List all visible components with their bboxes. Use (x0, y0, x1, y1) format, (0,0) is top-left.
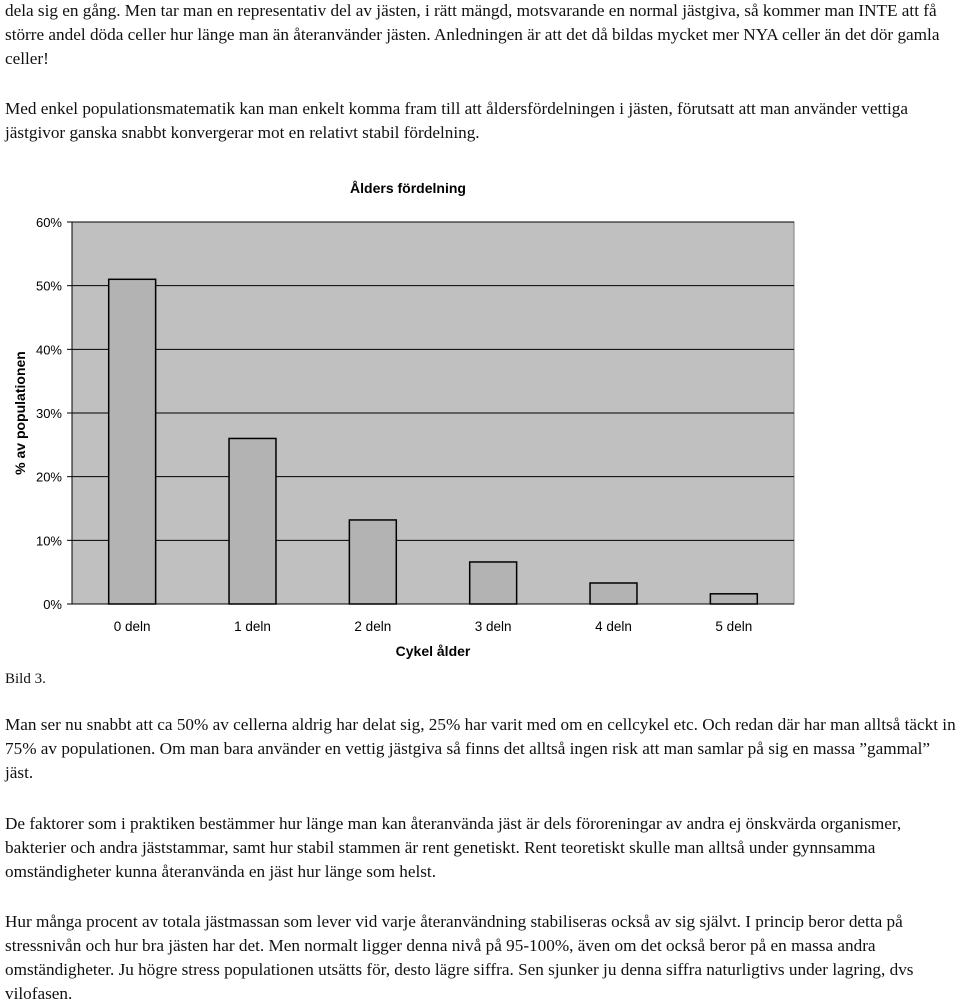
age-distribution-chart (0, 172, 960, 667)
figure-caption: Bild 3. (5, 671, 46, 687)
y-tick-label: 20% (35, 469, 62, 485)
y-tick-label: 50% (35, 278, 62, 294)
paragraph-observation: Man ser nu snabbt att ca 50% av cellerna aldrig har delat sig, 25% har varit med om en cellcykel etc. Och redan där har man alltså täckt in 75% av populationen. Om man bara använder en vettig jästgiva så finns det alltså ingen risk att man samlar på sig en massa ”gammal” jäst. (5, 715, 956, 782)
bar-5-deln (710, 594, 757, 604)
paragraph-intro: dela sig en gång. Men tar man en representativ del av jästen, i rätt mängd, motsvarande en normal jästgiva, så kommer man INTE att få större andel döda celler hur länge man än återanvänder jästen. Anledningen är att det då bildas mycket mer NYA celler än det dör gamla celler! (5, 1, 940, 68)
x-tick-label: 4 deln (595, 619, 632, 634)
bar-2-deln (349, 520, 396, 604)
y-tick-label: 40% (35, 342, 62, 358)
bar-0-deln (109, 279, 156, 604)
y-tick-label: 30% (35, 406, 62, 421)
y-axis-label: % av populationen (12, 351, 28, 475)
x-axis-label: Cykel ålder (395, 643, 471, 659)
x-tick-label: 0 deln (113, 619, 151, 634)
bar-1-deln (229, 438, 276, 604)
x-tick-label: 3 deln (474, 619, 512, 634)
paragraph-factors: De faktorer som i praktiken bestämmer hur länge man kan återanvända jäst är dels föroreningar av andra ej önskvärda organismer, bakterier och andra jäststammar, samt hur stabil stammen är rent genetiskt. Rent teoretiskt skulle man alltså under gynnsamma omständigheter kunna återanvända en jäst hur länge som helst. (5, 814, 902, 881)
x-tick-label: 1 deln (234, 619, 271, 634)
x-axis-ticks (114, 619, 752, 634)
y-tick-label: 10% (35, 533, 62, 549)
y-tick-label: 60% (35, 215, 62, 230)
bar-4-deln (590, 583, 637, 604)
bar-3-deln (470, 562, 517, 604)
y-tick-label: 0% (43, 597, 62, 612)
x-tick-label: 5 deln (715, 619, 753, 634)
chart-title: Ålders fördelning (350, 180, 466, 196)
x-tick-label: 2 deln (354, 619, 392, 634)
paragraph-viability: Hur många procent av totala jästmassan som lever vid varje återanvändning stabiliseras också av sig självt. I princip beror detta på stressnivån och hur bra jästen har det. Men normalt ligger denna nivå på 95-100%, även om det också beror på en massa andra omständigheter. Ju högre stress populationen utsätts för, desto lägre siffra. Sen sjunker ju denna siffra naturligtivs under lagring, dvs vilofasen. (5, 912, 914, 1003)
paragraph-population-math: Med enkel populationsmatematik kan man enkelt komma fram till att åldersfördelningen i jästen, förutsatt att man använder vettiga jästgivor ganska snabbt konvergerar mot en relativt stabil fördelning. (5, 99, 909, 142)
